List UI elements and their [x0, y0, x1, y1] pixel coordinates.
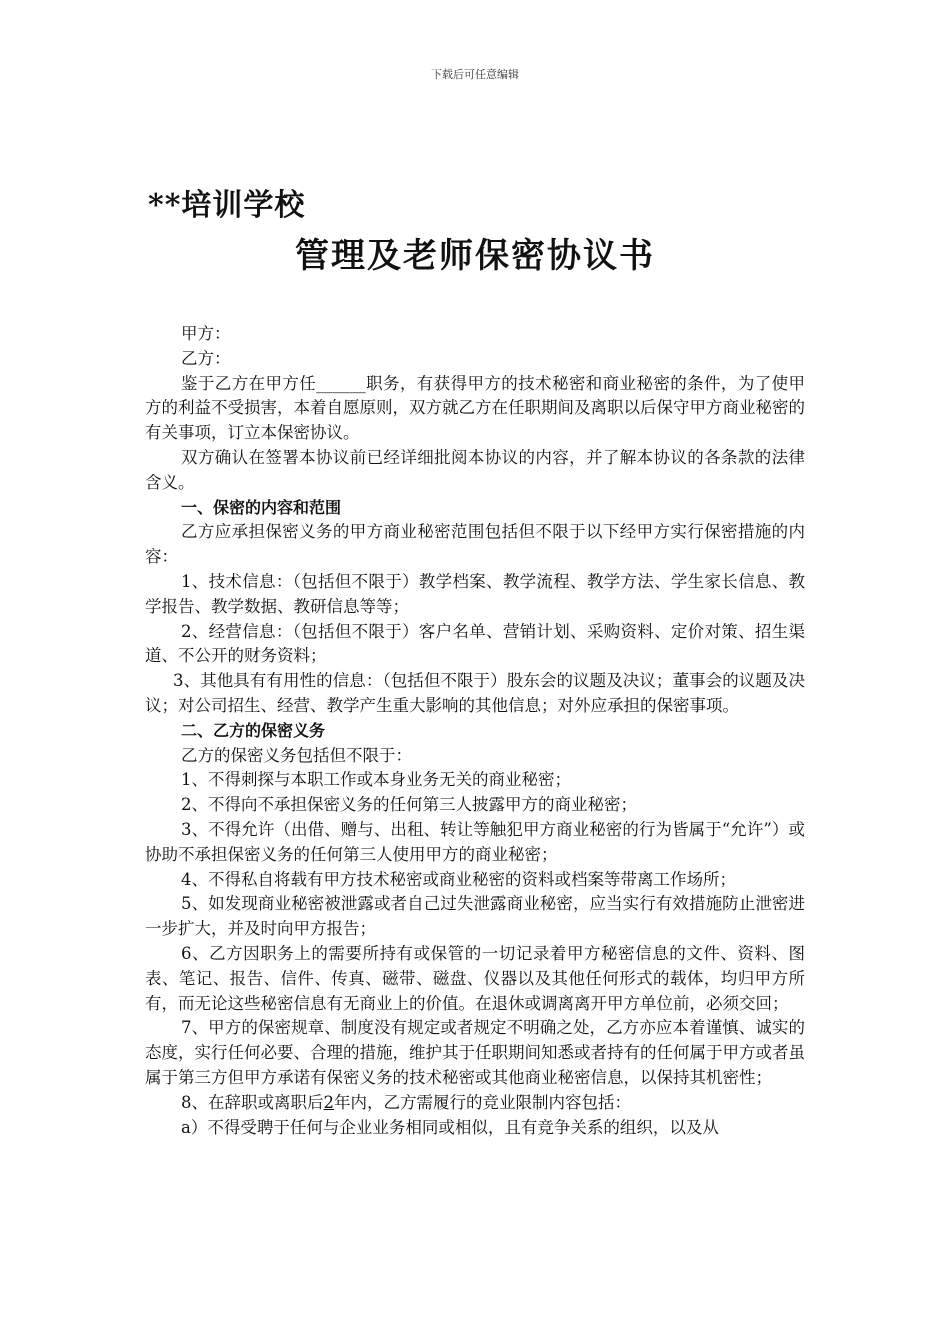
section-heading-1: 一、保密的内容和范围: [181, 497, 342, 517]
list-item-other-info: 3、其他具有有用性的信息：（包括但不限于）股东会的议题及决议；董事会的议题及决议；对公司招生、经营、教学产生重大影响的其他信息；对外应承担的保密事项。: [145, 671, 805, 715]
item8-pre: 8、在辞职或离职后: [181, 1092, 324, 1112]
preamble-paragraph: [145, 372, 805, 446]
document-title: 管理及老师保密协议书: [295, 236, 655, 276]
obligation-item-1: 1、不得刺探与本职工作或本身业务无关的商业秘密；: [181, 770, 571, 790]
position-blank: ______: [316, 373, 366, 393]
obligations-intro: 乙方的保密义务包括但不限于：: [181, 745, 412, 765]
confirmation-paragraph: 双方确认在签署本协议前已经详细批阅本协议的内容，并了解本协议的各条款的法律含义。: [145, 447, 805, 492]
list-item-technical-info: 1、技术信息：（包括但不限于）教学档案、教学流程、教学方法、学生家长信息、教学报告、教学数据、教研信息等等；: [145, 571, 805, 616]
party-b-line: 乙方：: [181, 348, 231, 368]
section-heading-2: 二、乙方的保密义务: [181, 720, 326, 740]
obligation-item-6: 6、乙方因职务上的需要所持有或保管的一切记录着甲方秘密信息的文件、资料、图表、笔记、报告、信件、传真、磁带、磁盘、仪器以及其他任何形式的载体，均归甲方所有，而无论这些秘密信息有无商业上的价值。在退休或调离离开甲方单位前，必须交回；: [145, 943, 805, 1013]
scope-paragraph: 乙方应承担保密义务的甲方商业秘密范围包括但不限于以下经甲方实行保密措施的内容：: [145, 522, 805, 567]
obligation-item-4: 4、不得私自将载有甲方技术秘密或商业秘密的资料或档案等带离工作场所；: [181, 869, 736, 889]
header-note: 下载后可任意编辑: [431, 68, 519, 81]
obligation-item-2: 2、不得向不承担保密义务的任何第三人披露甲方的商业秘密；: [181, 795, 637, 815]
years-value: 2: [323, 1092, 334, 1112]
item8-post: 年内，乙方需履行的竞业限制内容包括：: [334, 1092, 631, 1112]
school-name: **培训学校: [148, 188, 306, 223]
obligation-item-3: 3、不得允许（出借、赠与、出租、转让等触犯甲方商业秘密的行为皆属于“允许”）或协助不承担保密义务的任何第三人使用甲方的商业秘密；: [145, 819, 805, 864]
obligation-item-8: [145, 1091, 805, 1116]
agreement-body: [145, 322, 805, 1140]
preamble-post: 职务，有获得甲方的技术秘密和商业秘密的条件，为了使甲方的利益不受损害，本着自愿原则，双方就乙方在任职期间及离职以后保守甲方商业秘密的有关事项，订立本保密协议。: [145, 373, 806, 443]
obligation-item-5: 5、如发现商业秘密被泄露或者自己过失泄露商业秘密，应当实行有效措施防止泄密进一步扩大，并及时向甲方报告；: [145, 894, 805, 939]
list-item-business-info: 2、经营信息：（包括但不限于）客户名单、营销计划、采购资料、定价对策、招生渠道、不公开的财务资料；: [145, 621, 805, 666]
preamble-pre: 鉴于乙方在甲方任: [181, 373, 317, 393]
party-a-line: 甲方：: [181, 324, 231, 343]
obligation-item-7: 7、甲方的保密规章、制度没有规定或者规定不明确之处，乙方亦应本着谨慎、诚实的态度，实行任何必要、合理的措施，维护其于任职期间知悉或者持有的任何属于甲方或者虽属于第三方但甲方承诺有保密义务的技术秘密或其他商业秘密信息，以保持其机密性；: [145, 1018, 805, 1087]
non-compete-item-a: a）不得受聘于任何与企业业务相同或相似，且有竞争关系的组织，以及从: [181, 1117, 719, 1137]
